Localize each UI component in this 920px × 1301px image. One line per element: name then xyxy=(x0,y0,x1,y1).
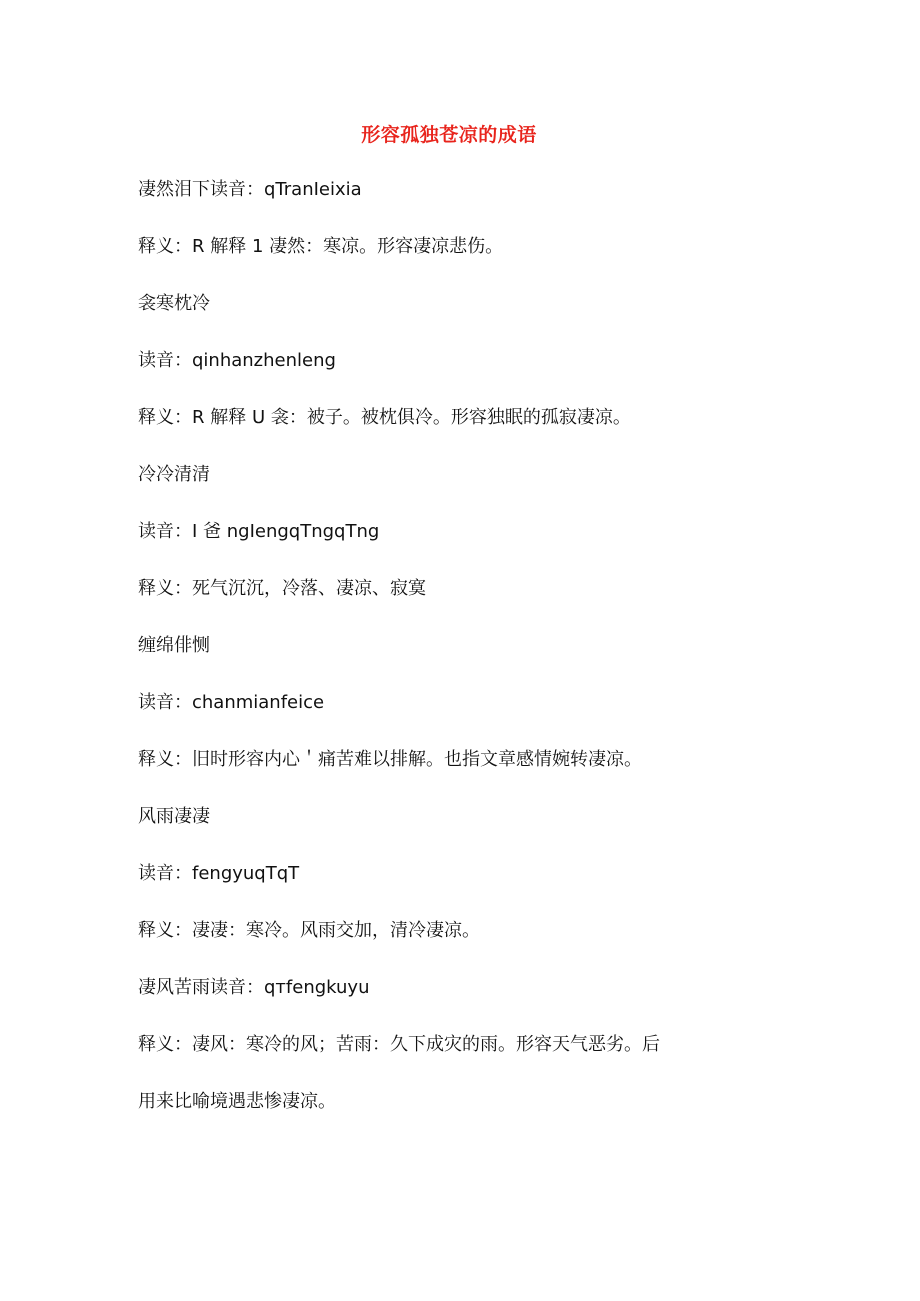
body-line: 凄然泪下读音：qTranIeixia xyxy=(138,179,362,200)
body-line: 衾寒枕冷 xyxy=(138,293,210,314)
body-line: 释义：旧时形容内心＇痛苦难以排解。也指文章感情婉转凄凉。 xyxy=(138,749,642,770)
body-line: 释义：R 解释 U 衾：被子。被枕俱冷。形容独眠的孤寂凄凉。 xyxy=(138,407,631,428)
body-line: 缠绵俳恻 xyxy=(138,635,210,656)
body-line: 风雨凄凄 xyxy=(138,806,210,827)
body-line: 释义：R 解释 1 凄然：寒凉。形容凄凉悲伤。 xyxy=(138,236,504,257)
body-line: 释义：凄风：寒冷的风；苦雨：久下成灾的雨。形容天气恶劣。后 xyxy=(138,1034,660,1055)
body-line: 用来比喻境遇悲惨凄凉。 xyxy=(138,1091,336,1112)
document-body xyxy=(138,176,758,1145)
document-title: 形容孤独苍凉的成语 xyxy=(361,124,537,146)
body-line: 读音：I 爸 ngIengqTngqTng xyxy=(138,521,380,542)
body-line: 凄风苦雨读音：qтfengkuyu xyxy=(138,977,370,998)
body-line: 冷冷清清 xyxy=(138,464,210,485)
body-line: 读音：qinhanzhenleng xyxy=(138,350,336,371)
body-line: 读音：fengyuqTqT xyxy=(138,863,300,884)
body-line: 释义：凄凄：寒冷。风雨交加，清冷凄凉。 xyxy=(138,920,480,941)
body-line: 释义：死气沉沉，冷落、凄凉、寂寞 xyxy=(138,578,426,599)
body-line: 读音：chanmianfeice xyxy=(138,692,325,713)
